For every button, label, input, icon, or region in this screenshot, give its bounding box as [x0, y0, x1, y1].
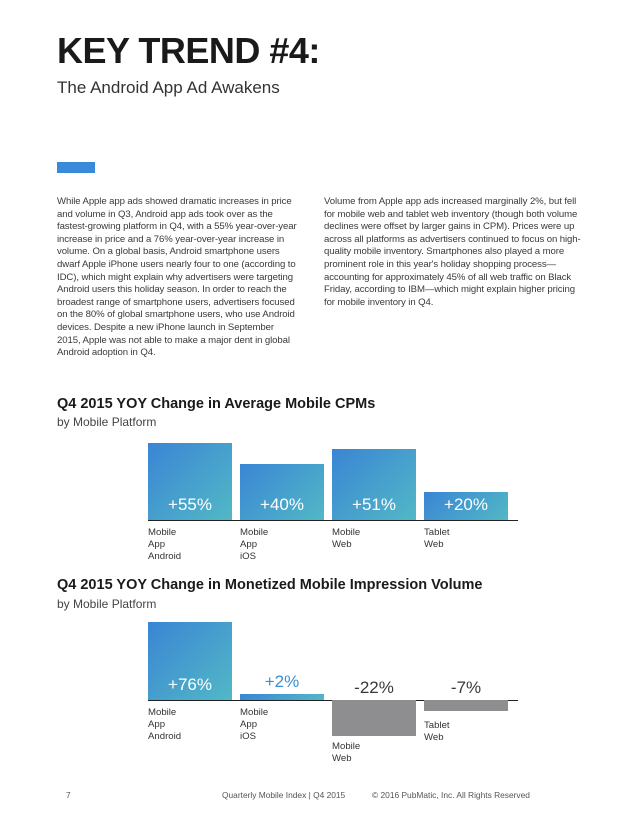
chart2-title: Q4 2015 YOY Change in Monetized Mobile Impression Volume [57, 577, 483, 593]
body-text-right: Volume from Apple app ads increased marginally 2%, but fell for mobile web and tablet web inventory (though both volume declines were offset by larger gains in CPM). Prices were up across all platforms as advertisers continued to focus on high-quality mobile inventory. Smartphones also played a more prominent role in this year's holiday shopping process—accounting for approximately 45% of all web traffic on Black Friday, according to IBM—which might explain higher pricing for mobile inventory in Q4. [324, 196, 581, 308]
footer-publication: Quarterly Mobile Index | Q4 2015 [222, 790, 346, 800]
footer-copyright: © 2016 PubMatic, Inc. All Rights Reserved [372, 790, 530, 800]
chart-category-label: Mobile App iOS [240, 527, 269, 562]
chart-category-label: Mobile Web [332, 527, 361, 550]
chart1-subtitle: by Mobile Platform [57, 415, 157, 429]
chart-bar-label: +20% [444, 495, 488, 514]
chart2-subtitle: by Mobile Platform [57, 597, 157, 611]
page-subtitle: The Android App Ad Awakens [57, 78, 280, 97]
chart-category-label: Mobile App iOS [240, 707, 269, 742]
chart-bar-label: +76% [168, 675, 212, 694]
chart-bar-label: +2% [264, 672, 300, 691]
footer-page-number: 7 [66, 790, 71, 800]
chart-bar-label: -22% [354, 678, 394, 697]
chart1-title: Q4 2015 YOY Change in Average Mobile CPMs [57, 396, 376, 412]
chart-bar [424, 700, 508, 711]
chart-bar-label: +40% [260, 495, 304, 514]
chart-bar [332, 700, 416, 736]
chart-category-label: Mobile Web [332, 741, 361, 764]
chart-bar-label: +51% [352, 495, 396, 514]
body-text-left: While Apple app ads showed dramatic increases in price and volume in Q3, Android app ads took over as the fastest-growing platform in Q4, with a 55% year-over-year increase in price and a 76% year-over-year increase in volume. On a global basis, Android smartphone users dwarf Apple iPhone users nearly four to one (according to IDC), which might explain why advertisers were targeting Android users this holiday season. In order to reach the broadest range of smartphone users, advertisers focused on the 80% of global smartphone users, who use Android devices. Despite a new iPhone launch in September 2015, Apple was not able to make a major dent in global Android adoption in Q4. [57, 196, 297, 359]
page-title: KEY TREND #4: [57, 30, 320, 71]
chart-category-label: Mobile App Android [148, 707, 182, 742]
chart-baseline [148, 520, 518, 521]
chart-category-label: Tablet Web [424, 527, 450, 550]
accent-bar [57, 162, 95, 173]
chart-category-label: Mobile App Android [148, 527, 182, 562]
chart-bar-label: +55% [168, 495, 212, 514]
chart-bar-label: -7% [450, 678, 482, 697]
chart-bar [240, 694, 324, 700]
chart-category-label: Tablet Web [424, 720, 450, 743]
